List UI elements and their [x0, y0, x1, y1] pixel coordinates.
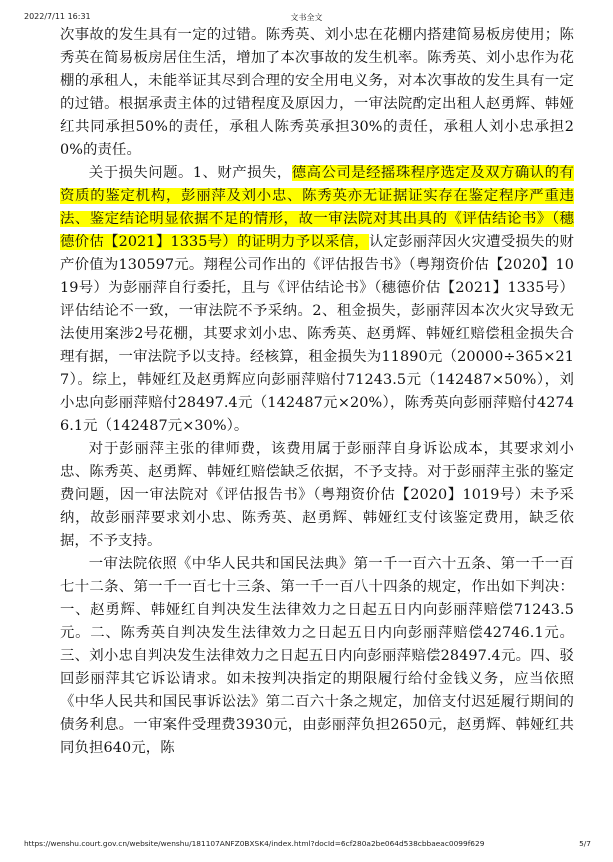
- paragraph-liability-ruling: 次事故的发生具有一定的过错。陈秀英、刘小忠在花棚内搭建简易板房使用；陈秀英在简易板房居住生活，增加了本次事故的发生机率。陈秀英、刘小忠作为花棚的承租人，未能举证其尽到合理的安全用电义务，对本次事故的发生具有一定的过错。根据承责主体的过错程度及原因力，一审法院酌定出租人赵勇辉、韩娅红共同承担50%的责任，承租人陈秀英承担30%的责任，承租人刘小忠承担20%的责任。: [60, 27, 574, 158]
- page-header-title: 文书全文: [290, 13, 323, 22]
- highlighted-text: 德高公司是经摇珠程序选定及双方确认的有资质的鉴定机构，彭丽萍及刘小忠、陈秀英亦无证据证实存在鉴定程序严重违法、鉴定结论明显依据不足的情形，故一审法院对其出具的《评估结论书》（穗德价估【2021】1335号）的证明力予以采信，: [60, 165, 575, 250]
- paragraph-lawyer-fee: 对于彭丽萍主张的律师费，该费用属于彭丽萍自身诉讼成本，其要求刘小忠、陈秀英、赵勇辉、韩娅红赔偿缺乏依据，不予支持。对于彭丽萍主张的鉴定费问题，因一审法院对《评估报告书》（粤翔资价估【2020】1019号）未予采纳，故彭丽萍要求刘小忠、陈秀英、赵勇辉、韩娅红支付该鉴定费用，缺乏依据，不予支持。: [60, 441, 574, 549]
- loss-intro-text: 关于损失问题。1、财产损失，: [88, 165, 292, 181]
- page-url: https://wenshu.court.gov.cn/website/wenshu/181107ANFZ0BXSK4/index.html?docId=6cf280a2be064d538cbbaeac0099f629: [24, 839, 485, 848]
- paragraph-loss-assessment: [60, 162, 574, 438]
- print-datetime: 2022/7/11 16:31: [24, 12, 91, 21]
- loss-detail-text: 认定彭丽萍因火灾遭受损失的财产价值为130597元。翔程公司作出的《评估报告书》（粤翔资价估【2020】1019号）为彭丽萍自行委托，且与《评估结论书》（穗德价估【2021】1335号）评估结论不一致，一审法院不予采纳。2、租金损失，彭丽萍因本次火灾导致无法使用案涉2号花棚，其要求刘小忠、陈秀英、赵勇辉、韩娅红赔偿租金损失合理有据，一审法院予以支持。经核算，租金损失为11890元（20000÷365×217）。综上，韩娅红及赵勇辉应向彭丽萍赔付71243.5元（142487×50%），刘小忠向彭丽萍赔付28497.4元（142487元×20%），陈秀英向彭丽萍赔付42746.1元（142487元×30%）。: [60, 234, 574, 434]
- paragraph-judgment: 一审法院依照《中华人民共和国民法典》第一千一百六十五条、第一千一百七十二条、第一千一百七十三条、第一千一百八十四条的规定，作出如下判决：一、赵勇辉、韩娅红自判决发生法律效力之日起五日内向彭丽萍赔偿71243.5元。二、陈秀英自判决发生法律效力之日起五日内向彭丽萍赔偿42746.1元。三、刘小忠自判决发生法律效力之日起五日内向彭丽萍赔偿28497.4元。四、驳回彭丽萍其它诉讼请求。如未按判决指定的期限履行给付金钱义务，应当依照《中华人民共和国民事诉讼法》第二百六十条之规定，加倍支付迟延履行期间的债务利息。一审案件受理费3930元，由彭丽萍负担2650元，赵勇辉、韩娅红共同负担640元，陈: [60, 556, 574, 756]
- page-number: 5/7: [579, 839, 591, 848]
- document-body: [60, 24, 574, 760]
